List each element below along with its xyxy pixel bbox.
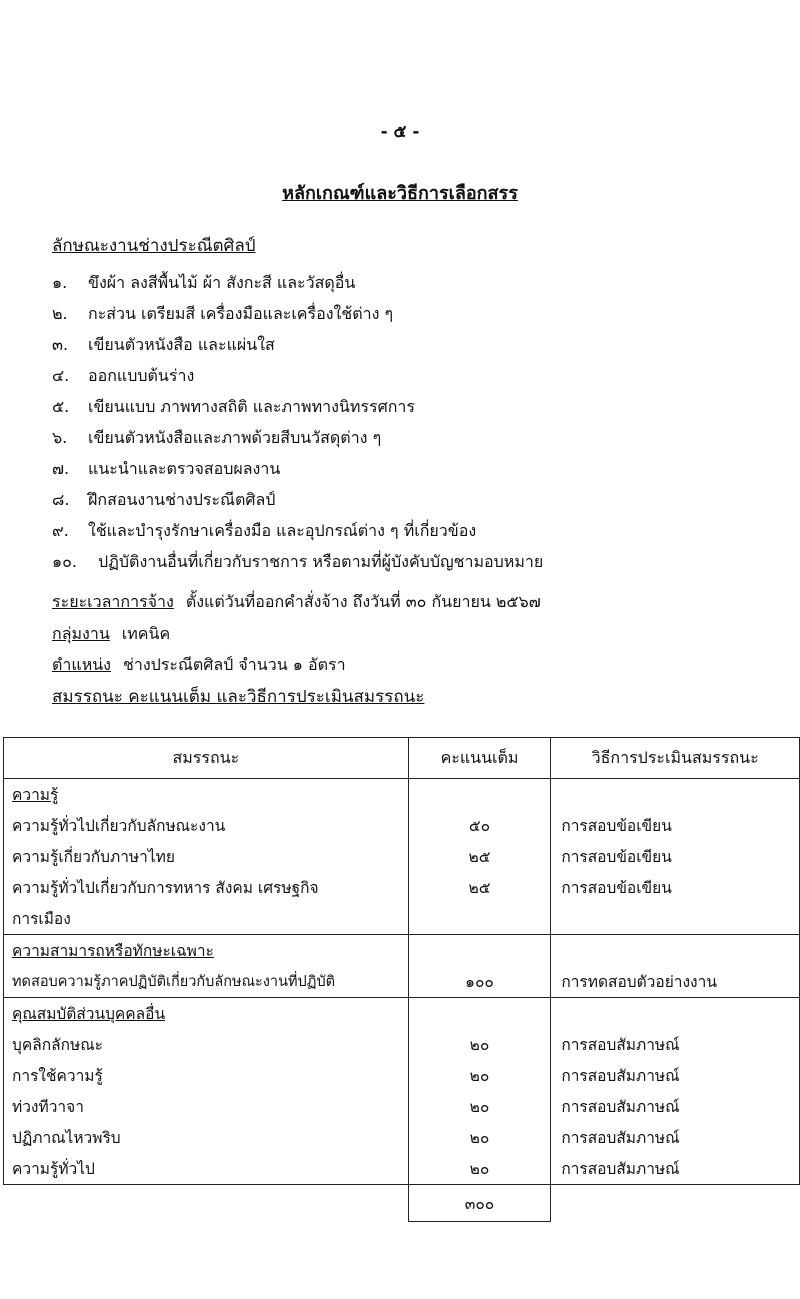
table-row bbox=[4, 1091, 800, 1122]
method-cell: การสอบสัมภาษณ์ bbox=[551, 1122, 800, 1153]
method-cell: การสอบข้อเขียน bbox=[551, 872, 800, 903]
list-item bbox=[52, 515, 543, 546]
method-cell: การสอบสัมภาษณ์ bbox=[551, 1153, 800, 1185]
total-score: ๓๐๐ bbox=[408, 1185, 551, 1222]
list-item bbox=[52, 422, 543, 453]
list-item-number: ๔. bbox=[52, 366, 70, 385]
position-value: ช่างประณีตศิลป์ จำนวน ๑ อัตรา bbox=[122, 655, 346, 674]
competency-item: การเมือง bbox=[4, 903, 409, 935]
table-row bbox=[4, 1122, 800, 1153]
score-cell: ๒๐ bbox=[408, 1122, 551, 1153]
score-cell: ๑๐๐ bbox=[408, 966, 551, 998]
group-title: คุณสมบัติส่วนบุคคลอื่น bbox=[4, 998, 409, 1030]
method-cell: การสอบข้อเขียน bbox=[551, 841, 800, 872]
method-cell: การสอบสัมภาษณ์ bbox=[551, 1091, 800, 1122]
list-item-number: ๑. bbox=[52, 273, 68, 292]
group-title: ความรู้ bbox=[4, 779, 409, 811]
list-item bbox=[52, 391, 543, 422]
list-item-text: กะส่วน เตรียมสี เครื่องมือและเครื่องใช้ต่าง ๆ bbox=[88, 304, 394, 323]
table-row bbox=[4, 841, 800, 872]
competency-heading: สมรรถนะ คะแนนเต็ม และวิธีการประเมินสมรรถนะ bbox=[52, 687, 425, 707]
employment-period-value: ตั้งแต่วันที่ออกคำสั่งจ้าง ถึงวันที่ ๓๐ กันยายน ๒๕๖๗ bbox=[185, 592, 541, 611]
list-item bbox=[52, 329, 543, 360]
table-row bbox=[4, 1029, 800, 1060]
list-item-number: ๗. bbox=[52, 459, 70, 478]
document-title: หลักเกณฑ์และวิธีการเลือกสรร bbox=[282, 183, 518, 204]
method-cell: การทดสอบตัวอย่างงาน bbox=[551, 966, 800, 998]
table-row bbox=[4, 872, 800, 903]
list-item-number: ๒. bbox=[52, 304, 68, 323]
job-duty-list bbox=[52, 267, 543, 577]
list-item bbox=[52, 267, 543, 298]
table-row bbox=[4, 966, 800, 998]
job-nature-heading: ลักษณะงานช่างประณีตศิลป์ bbox=[52, 236, 256, 256]
work-group-line bbox=[52, 622, 170, 647]
table-row bbox=[4, 1060, 800, 1091]
list-item-text: ขึงผ้า ลงสีพื้นไม้ ผ้า สังกะสี และวัสดุอื่น bbox=[88, 273, 356, 292]
list-item bbox=[52, 298, 543, 329]
method-cell: การสอบสัมภาษณ์ bbox=[551, 1060, 800, 1091]
competency-item: ความรู้ทั่วไปเกี่ยวกับลักษณะงาน bbox=[4, 810, 409, 841]
competency-item: ท่วงทีวาจา bbox=[4, 1091, 409, 1122]
group-header-row bbox=[4, 935, 800, 967]
employment-period-line bbox=[52, 590, 541, 615]
competency-item: การใช้ความรู้ bbox=[4, 1060, 409, 1091]
list-item-text: แนะนำและตรวจสอบผลงาน bbox=[88, 459, 281, 478]
list-item bbox=[52, 360, 543, 391]
score-cell: ๒๐ bbox=[408, 1029, 551, 1060]
list-item bbox=[52, 484, 543, 515]
group-header-row bbox=[4, 779, 800, 811]
competency-item: ปฏิภาณไหวพริบ bbox=[4, 1122, 409, 1153]
method-cell: การสอบสัมภาษณ์ bbox=[551, 1029, 800, 1060]
list-item-text: ใช้และบำรุงรักษาเครื่องมือ และอุปกรณ์ต่าง ๆ ที่เกี่ยวข้อง bbox=[88, 521, 477, 540]
method-cell: การสอบข้อเขียน bbox=[551, 810, 800, 841]
column-header-competency: สมรรถนะ bbox=[4, 738, 409, 779]
table-row bbox=[4, 1153, 800, 1185]
list-item bbox=[52, 546, 543, 577]
list-item-text: ฝึกสอนงานช่างประณีตศิลป์ bbox=[88, 490, 276, 509]
position-line bbox=[52, 653, 346, 678]
list-item-text: เขียนแบบ ภาพทางสถิติ และภาพทางนิทรรศการ bbox=[88, 397, 416, 416]
group-title: ความสามารถหรือทักษะเฉพาะ bbox=[4, 935, 409, 967]
score-cell: ๕๐ bbox=[408, 810, 551, 841]
score-cell bbox=[408, 903, 551, 935]
score-cell: ๒๕ bbox=[408, 872, 551, 903]
competency-table bbox=[3, 737, 800, 1222]
list-item-number: ๕. bbox=[52, 397, 70, 416]
table-row bbox=[4, 903, 800, 935]
list-item-text: เขียนตัวหนังสือ และแผ่นใส bbox=[88, 335, 275, 354]
score-cell: ๒๐ bbox=[408, 1153, 551, 1185]
list-item-text: เขียนตัวหนังสือและภาพด้วยสีบนวัสดุต่าง ๆ bbox=[88, 428, 382, 447]
competency-item: ความรู้ทั่วไป bbox=[4, 1153, 409, 1185]
list-item-number: ๘. bbox=[52, 490, 70, 509]
group-header-row bbox=[4, 998, 800, 1030]
list-item-number: ๑๐. bbox=[52, 552, 78, 571]
work-group-label: กลุ่มงาน bbox=[52, 624, 110, 643]
total-row bbox=[4, 1185, 800, 1222]
competency-item: ความรู้ทั่วไปเกี่ยวกับการทหาร สังคม เศรษฐกิจ bbox=[4, 872, 409, 903]
page-number: - ๕ - bbox=[380, 122, 420, 142]
competency-item: บุคลิกลักษณะ bbox=[4, 1029, 409, 1060]
column-header-full-score: คะแนนเต็ม bbox=[408, 738, 551, 779]
table-row bbox=[4, 810, 800, 841]
score-cell: ๒๕ bbox=[408, 841, 551, 872]
score-cell: ๒๐ bbox=[408, 1091, 551, 1122]
position-label: ตำแหน่ง bbox=[52, 655, 111, 674]
list-item-text: ออกแบบต้นร่าง bbox=[88, 366, 195, 385]
competency-item: ความรู้เกี่ยวกับภาษาไทย bbox=[4, 841, 409, 872]
work-group-value: เทคนิค bbox=[121, 624, 171, 643]
list-item-number: ๓. bbox=[52, 335, 69, 354]
list-item-text: ปฏิบัติงานอื่นที่เกี่ยวกับราชการ หรือตามที่ผู้บังคับบัญชามอบหมาย bbox=[98, 552, 544, 571]
list-item-number: ๙. bbox=[52, 521, 69, 540]
list-item-number: ๖. bbox=[52, 428, 68, 447]
list-item bbox=[52, 453, 543, 484]
column-header-assessment-method: วิธีการประเมินสมรรถนะ bbox=[551, 738, 800, 779]
employment-period-label: ระยะเวลาการจ้าง bbox=[52, 592, 174, 611]
competency-item: ทดสอบความรู้ภาคปฏิบัติเกี่ยวกับลักษณะงานที่ปฏิบัติ bbox=[4, 966, 409, 998]
method-cell bbox=[551, 903, 800, 935]
table-header-row bbox=[4, 738, 800, 779]
score-cell: ๒๐ bbox=[408, 1060, 551, 1091]
